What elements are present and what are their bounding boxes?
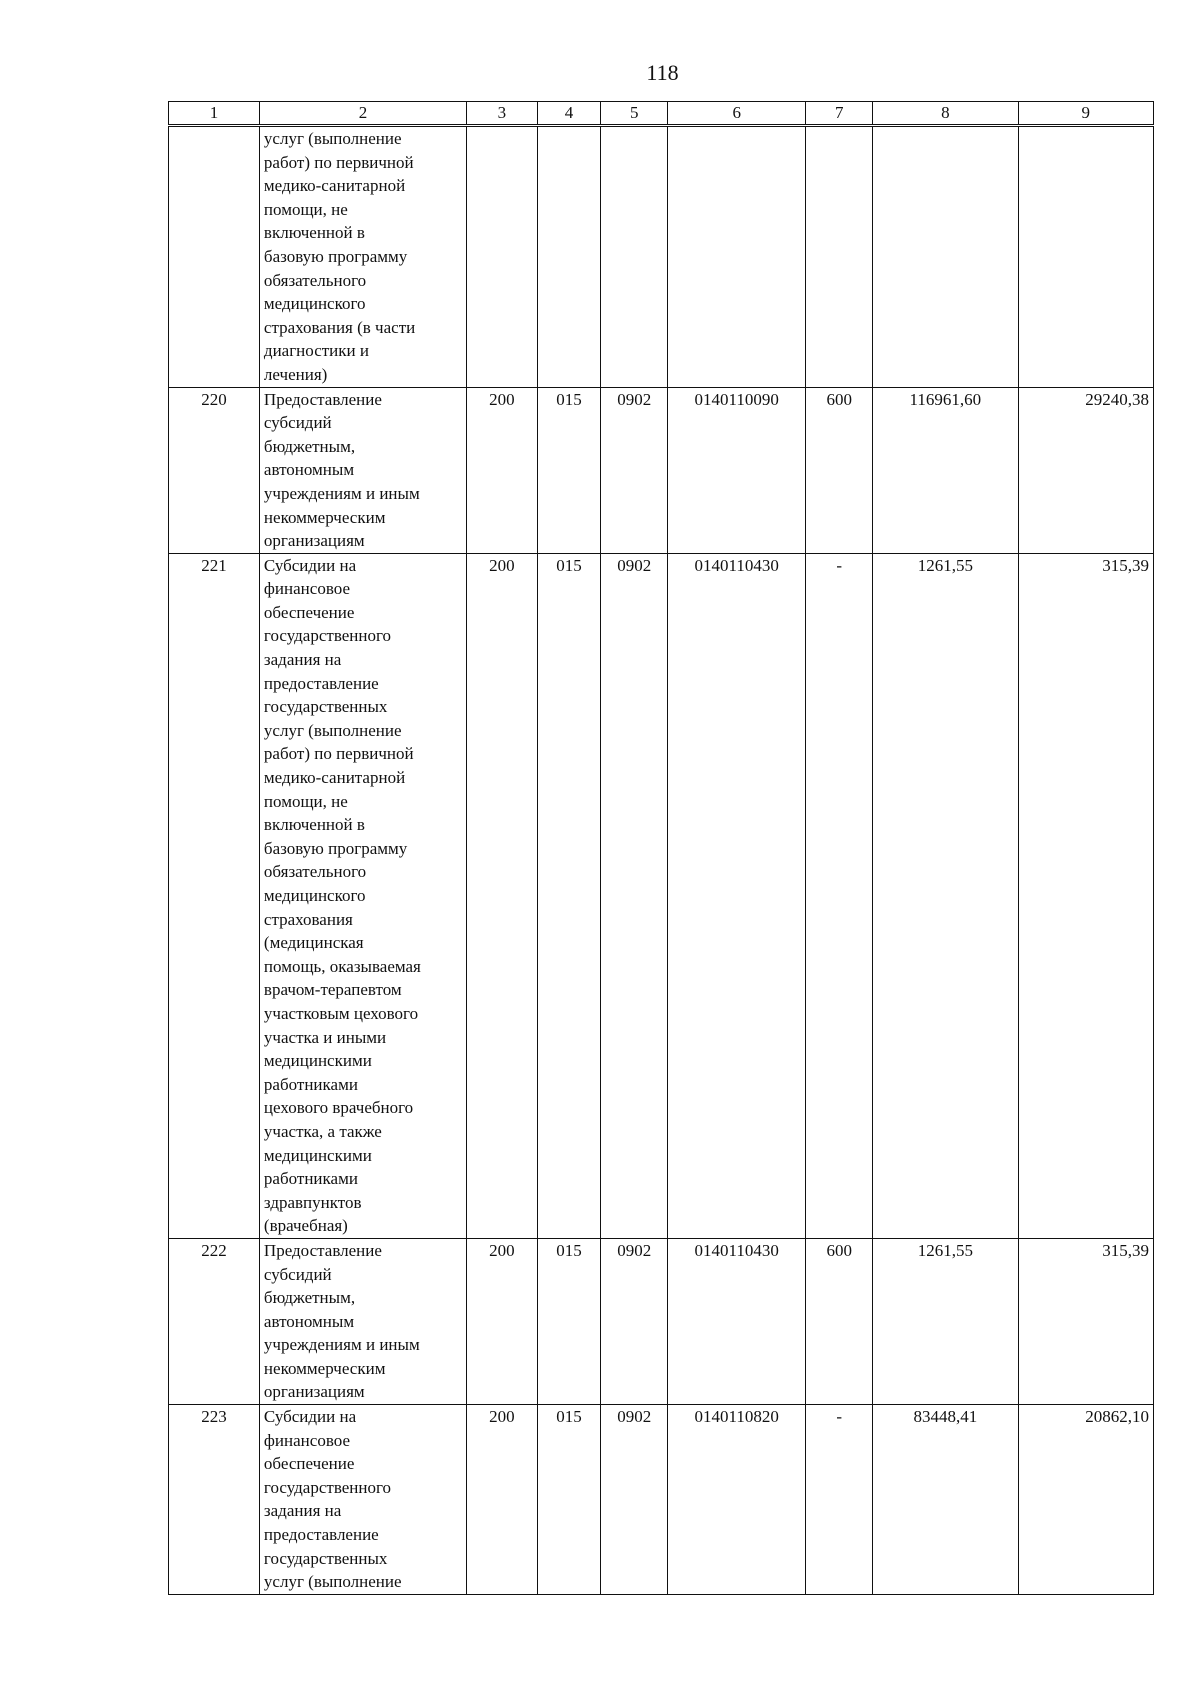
col5-cell: 0902	[601, 1405, 668, 1595]
name-line: страхования (в части	[263, 317, 416, 337]
row-name	[259, 387, 466, 553]
name-line: медико-санитарной	[263, 768, 406, 788]
col4-cell: 015	[537, 1238, 601, 1404]
name-line: услуг (выполнение	[263, 1572, 402, 1592]
col9-cell: 20862,10	[1018, 1405, 1153, 1595]
name-line: врачом-терапевтом	[263, 980, 402, 1000]
col9-cell: 315,39	[1018, 1238, 1153, 1404]
table-row	[169, 1405, 1154, 1595]
name-line: медицинскими	[263, 1051, 372, 1071]
row-name	[259, 1238, 466, 1404]
name-line: помощь, оказываемая	[263, 956, 421, 976]
name-line: государственного	[263, 1477, 392, 1497]
table-body	[169, 126, 1154, 1595]
name-line: медицинского	[263, 886, 366, 905]
name-line: государственных	[263, 1548, 388, 1568]
col9-cell: 315,39	[1018, 553, 1153, 1238]
name-line: автономным	[263, 460, 355, 480]
name-line: страхования	[263, 909, 353, 929]
row-name	[259, 126, 466, 388]
name-line: учреждениям и иным	[263, 483, 420, 503]
name-line: Предоставление	[263, 1240, 382, 1260]
col7-cell: 600	[806, 387, 873, 553]
name-line: некоммерческим	[263, 1358, 386, 1378]
table-row	[169, 387, 1154, 553]
name-line: государственных	[263, 697, 388, 717]
col8-cell: 1261,55	[873, 1238, 1018, 1404]
budget-table	[168, 101, 1154, 1595]
col5-cell: 0902	[601, 1238, 668, 1404]
col8-cell: 116961,60	[873, 387, 1018, 553]
name-line: некоммерческим	[263, 507, 386, 527]
table-row	[169, 126, 1154, 388]
name-line: Предоставление	[263, 389, 382, 409]
row-number: 221	[169, 553, 260, 1238]
name-line: (врачебная)	[263, 1216, 348, 1236]
name-line: участка, а также	[263, 1121, 382, 1141]
row-number	[169, 126, 260, 388]
name-line: помощи, не	[263, 199, 348, 219]
name-line: задания на	[263, 650, 342, 670]
name-line: диагностики и	[263, 341, 369, 361]
name-line: обязательного	[263, 270, 367, 290]
header-col-1: 1	[169, 102, 260, 126]
name-line: услуг (выполнение	[263, 129, 402, 148]
col8-cell: 83448,41	[873, 1405, 1018, 1595]
name-line: базовую программу	[263, 838, 408, 858]
header-col-7: 7	[806, 102, 873, 126]
header-row	[169, 102, 1154, 126]
name-line: участка и иными	[263, 1027, 387, 1047]
col4-cell: 015	[537, 387, 601, 553]
header-col-3: 3	[467, 102, 538, 126]
page-number: 118	[646, 60, 679, 85]
col5-cell: 0902	[601, 387, 668, 553]
col6-cell: 0140110090	[668, 387, 806, 553]
name-line: медицинского	[263, 294, 366, 314]
name-line: базовую программу	[263, 246, 408, 266]
name-line: бюджетным,	[263, 1288, 356, 1308]
name-line: бюджетным,	[263, 436, 356, 456]
name-line: организациям	[263, 531, 365, 551]
name-line: медико-санитарной	[263, 176, 406, 196]
name-line: цехового врачебного	[263, 1098, 414, 1118]
name-line: автономным	[263, 1311, 355, 1331]
name-line: предоставление	[263, 1525, 379, 1545]
col3-cell	[467, 126, 538, 388]
name-line: медицинскими	[263, 1145, 372, 1165]
name-line: лечения)	[263, 364, 328, 384]
col4-cell: 015	[537, 553, 601, 1238]
name-line: обеспечение	[263, 1454, 355, 1474]
col6-cell: 0140110430	[668, 1238, 806, 1404]
col6-cell: 0140110820	[668, 1405, 806, 1595]
col3-cell: 200	[467, 553, 538, 1238]
col9-cell: 29240,38	[1018, 387, 1153, 553]
col3-cell: 200	[467, 1405, 538, 1595]
col4-cell	[537, 126, 601, 388]
header-col-6: 6	[668, 102, 806, 126]
col3-cell: 200	[467, 1238, 538, 1404]
name-line: здравпунктов	[263, 1192, 362, 1212]
name-line: организациям	[263, 1382, 365, 1402]
name-line: предоставление	[263, 673, 379, 693]
row-number: 222	[169, 1238, 260, 1404]
col6-cell: 0140110430	[668, 553, 806, 1238]
name-line: финансовое	[263, 1430, 350, 1450]
name-line: участковым цехового	[263, 1003, 419, 1023]
name-line: субсидий	[263, 1264, 332, 1284]
row-name	[259, 553, 466, 1238]
name-line: задания на	[263, 1501, 342, 1521]
col4-cell: 015	[537, 1405, 601, 1595]
header-col-8: 8	[873, 102, 1018, 126]
name-line: услуг (выполнение	[263, 720, 402, 740]
name-line: обязательного	[263, 862, 367, 882]
col8-cell: 1261,55	[873, 553, 1018, 1238]
table-header	[169, 102, 1154, 126]
name-line: помощи, не	[263, 791, 348, 811]
row-name	[259, 1405, 466, 1595]
name-line: работ) по первичной	[263, 152, 414, 172]
header-col-5: 5	[601, 102, 668, 126]
name-line: работниками	[263, 1169, 358, 1189]
col8-cell	[873, 126, 1018, 388]
name-line: работниками	[263, 1074, 358, 1094]
table-row	[169, 553, 1154, 1238]
row-number: 220	[169, 387, 260, 553]
col3-cell: 200	[467, 387, 538, 553]
col5-cell	[601, 126, 668, 388]
header-col-4: 4	[537, 102, 601, 126]
table-row	[169, 1238, 1154, 1404]
col7-cell: 600	[806, 1238, 873, 1404]
name-line: субсидий	[263, 413, 332, 433]
name-line: обеспечение	[263, 602, 355, 622]
col5-cell: 0902	[601, 553, 668, 1238]
header-col-2: 2	[259, 102, 466, 126]
name-line: учреждениям и иным	[263, 1335, 420, 1355]
col7-cell: -	[806, 553, 873, 1238]
name-line: Субсидии на	[263, 1407, 357, 1427]
name-line: работ) по первичной	[263, 744, 414, 764]
row-number: 223	[169, 1405, 260, 1595]
col9-cell	[1018, 126, 1153, 388]
name-line: включенной в	[263, 815, 365, 835]
header-col-9: 9	[1018, 102, 1153, 126]
col6-cell	[668, 126, 806, 388]
name-line: финансовое	[263, 579, 350, 599]
col7-cell: -	[806, 1405, 873, 1595]
name-line: Субсидии на	[263, 555, 357, 575]
col7-cell	[806, 126, 873, 388]
name-line: (медицинская	[263, 933, 364, 953]
name-line: государственного	[263, 626, 392, 646]
name-line: включенной в	[263, 223, 365, 243]
